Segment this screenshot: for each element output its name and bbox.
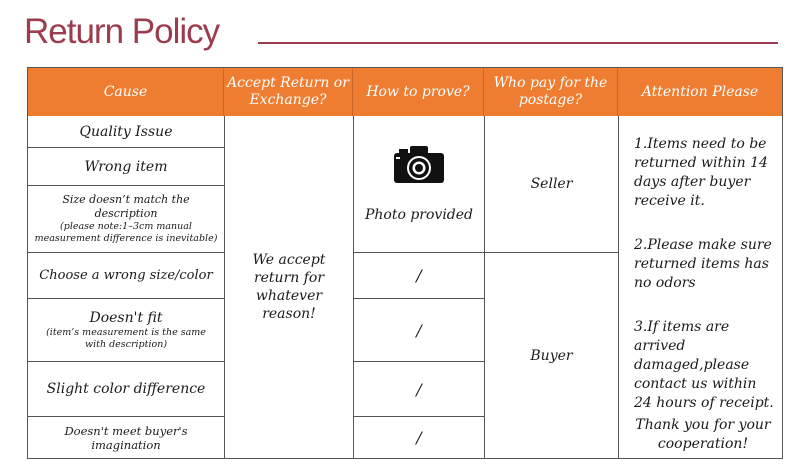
camera-icon bbox=[392, 145, 446, 185]
cause-quality-issue: Quality Issue bbox=[79, 123, 173, 140]
postage-buyer: Buyer bbox=[530, 347, 573, 364]
attention-item-2: 2.Please make sure returned items has no odors bbox=[634, 237, 772, 291]
prove-photo-cell bbox=[354, 116, 484, 252]
prove-slash: / bbox=[416, 320, 422, 340]
cause-size-title: Size doesn’t match the description bbox=[62, 193, 190, 220]
attention-item-3: 3.If items are arrived damaged,please contact us within 24 hours of receipt. bbox=[634, 319, 774, 411]
col-divider bbox=[618, 116, 619, 458]
cause-choose-wrong: Choose a wrong size/color bbox=[39, 268, 213, 283]
header-postage: Who pay for the postage? bbox=[484, 68, 618, 116]
cause-doesnt-fit bbox=[28, 299, 224, 361]
header-accept: Accept Return or Exchange? bbox=[224, 68, 353, 116]
header-prove: How to prove? bbox=[353, 68, 484, 116]
title-divider bbox=[258, 42, 778, 44]
attention-item-1: 1.Items need to be returned within 14 days after buyer receive it. bbox=[634, 136, 768, 209]
postage-seller: Seller bbox=[530, 176, 573, 192]
cause-size-mismatch bbox=[28, 186, 224, 252]
cause-size-note: (please note:1–3cm manual measurement difference is inevitable) bbox=[34, 221, 218, 244]
photo-provided-label: Photo provided bbox=[364, 207, 474, 223]
cause-doesnt-meet: Doesn't meet buyer's imagination bbox=[64, 423, 188, 452]
cause-slight-color: Slight color difference bbox=[46, 381, 206, 397]
header-cause: Cause bbox=[28, 68, 224, 116]
return-policy-table bbox=[27, 67, 783, 459]
accept-text: We accept return for whatever reason! bbox=[252, 252, 326, 322]
attention-thanks: Thank you for your cooperation! bbox=[635, 417, 771, 452]
prove-slash: / bbox=[416, 266, 422, 285]
cause-doesnt-fit-note: (item’s measurement is the same with description) bbox=[46, 327, 206, 350]
page-title: Return Policy bbox=[24, 12, 220, 51]
cause-wrong-item: Wrong item bbox=[84, 158, 168, 175]
prove-slash: / bbox=[416, 428, 422, 447]
prove-slash: / bbox=[416, 379, 422, 399]
header-attention: Attention Please bbox=[618, 68, 782, 116]
cause-doesnt-fit-title: Doesn't fit bbox=[89, 310, 163, 326]
